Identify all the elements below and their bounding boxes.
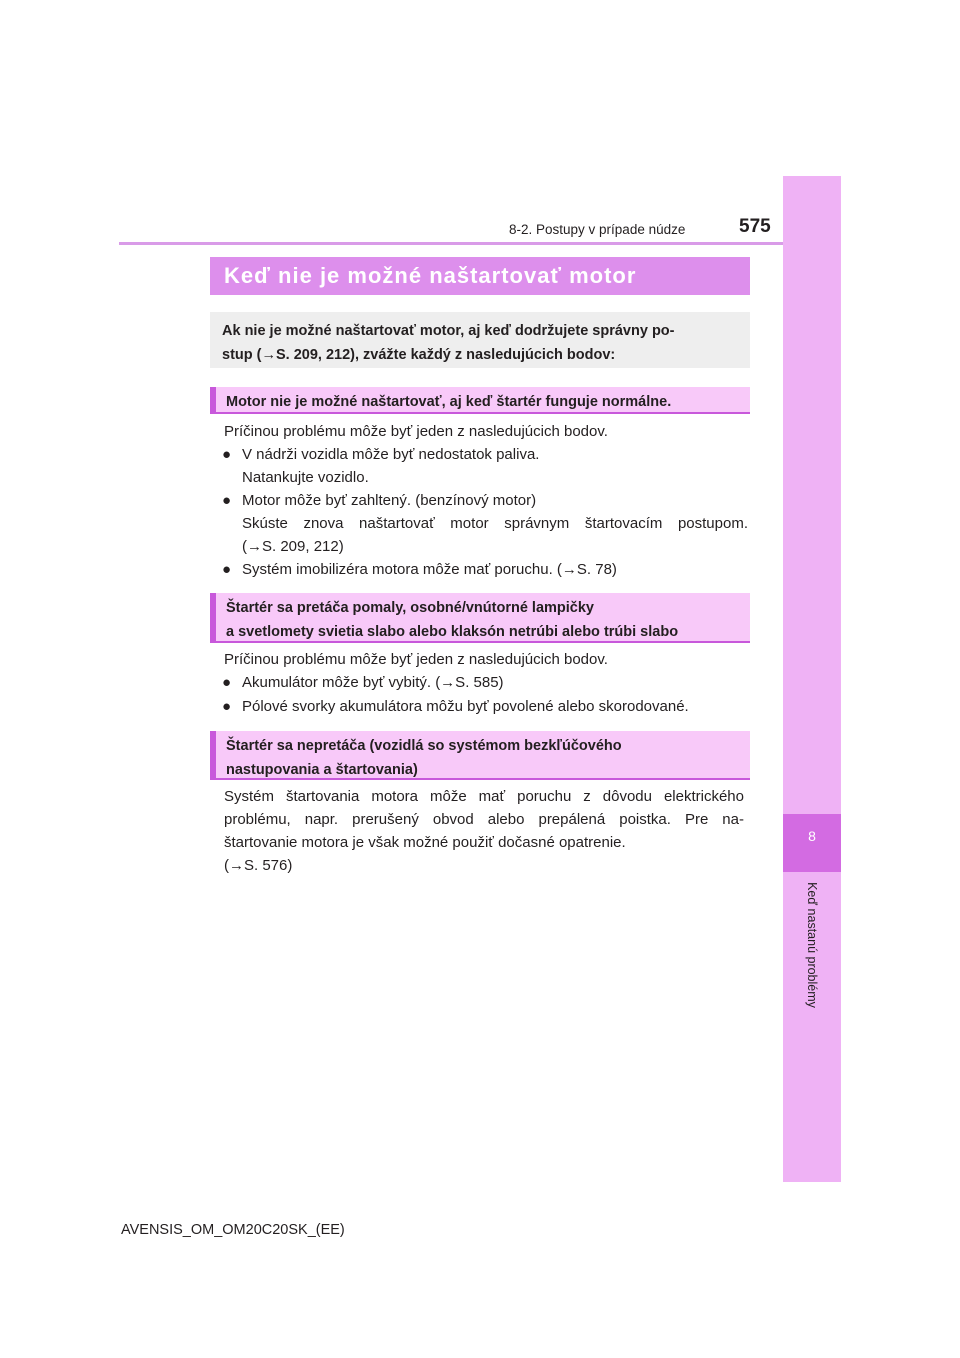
intro-box [210,312,750,368]
lead-text: Príčinou problému môže byť jeden z nasledujúcich bodov. [224,651,608,668]
section-title: 8-2. Postupy v prípade núdze [509,222,686,237]
bullet-icon: ● [222,698,232,715]
list-item [222,671,748,694]
list-item [222,443,748,489]
list-item-subtext: Natankujte vozidlo. [242,469,369,486]
subsection-heading-line: Štartér sa pretáča pomaly, osobné/vnútorné lampičky [226,600,594,616]
body-paragraph [224,785,744,877]
intro-line: Ak nie je možné naštartovať motor, aj keď dodržujete správny po- [222,323,675,339]
list-item-text: Pólové svorky akumulátora môžu byť povolené alebo skorodované. [242,698,689,715]
bullet-icon: ● [222,674,232,691]
list-item [222,695,748,718]
main-heading: Keď nie je možné naštartovať motor [210,257,750,295]
subsection-heading-line: a svetlomety svietia slabo alebo klaksón netrúbi alebo trúbi slabo [226,624,679,640]
chapter-label: Keď nastanú problémy [805,882,819,1008]
chapter-number: 8 [808,828,816,844]
list-item [222,558,748,581]
chapter-side-tab [783,176,841,1182]
list-item-text: Motor môže byť zahltený. (benzínový motor) [242,492,537,509]
list-item-subtext: Skúste znova naštartovať motor správnym štartovacím postupom. [242,515,748,532]
body-line: Systém štartovania motora môže mať poruchu z dôvodu elektrického [224,788,744,805]
body-line: problému, napr. prerušený obvod alebo prepálená poistka. Pre na- [224,811,744,828]
list-item-text: Systém imobilizéra motora môže mať poruchu. (→S. 78) [242,561,617,578]
list-item-text: V nádrži vozidla môže byť nedostatok paliva. [242,446,540,463]
bullet-icon: ● [222,492,232,509]
lead-text: Príčinou problému môže byť jeden z nasledujúcich bodov. [224,423,608,440]
body-line: (→S. 576) [224,857,293,874]
subsection-heading-line: nastupovania a štartovania) [226,762,418,778]
page-number: 575 [739,216,771,237]
list-item-subtext: (→S. 209, 212) [242,538,344,555]
bullet-icon: ● [222,561,232,578]
list-item-text: Akumulátor môže byť vybitý. (→S. 585) [242,674,504,691]
footer-doc-code: AVENSIS_OM_OM20C20SK_(EE) [121,1222,345,1238]
bullet-icon: ● [222,446,232,463]
body-line: štartovanie motora je však možné použiť dočasné opatrenie. [224,834,626,851]
intro-line: stup (→S. 209, 212), zvážte každý z nasledujúcich bodov: [222,347,616,363]
list-item [222,489,748,558]
subsection-heading-slow-starter [210,593,750,643]
subsection-heading-starter-not-turning [210,731,750,780]
subsection-heading-starter-normal: Motor nie je možné naštartovať, aj keď štartér funguje normálne. [210,387,750,414]
header-rule [119,242,783,245]
subsection-heading-line: Štartér sa nepretáča (vozidlá so systémom bezkľúčového [226,738,622,754]
